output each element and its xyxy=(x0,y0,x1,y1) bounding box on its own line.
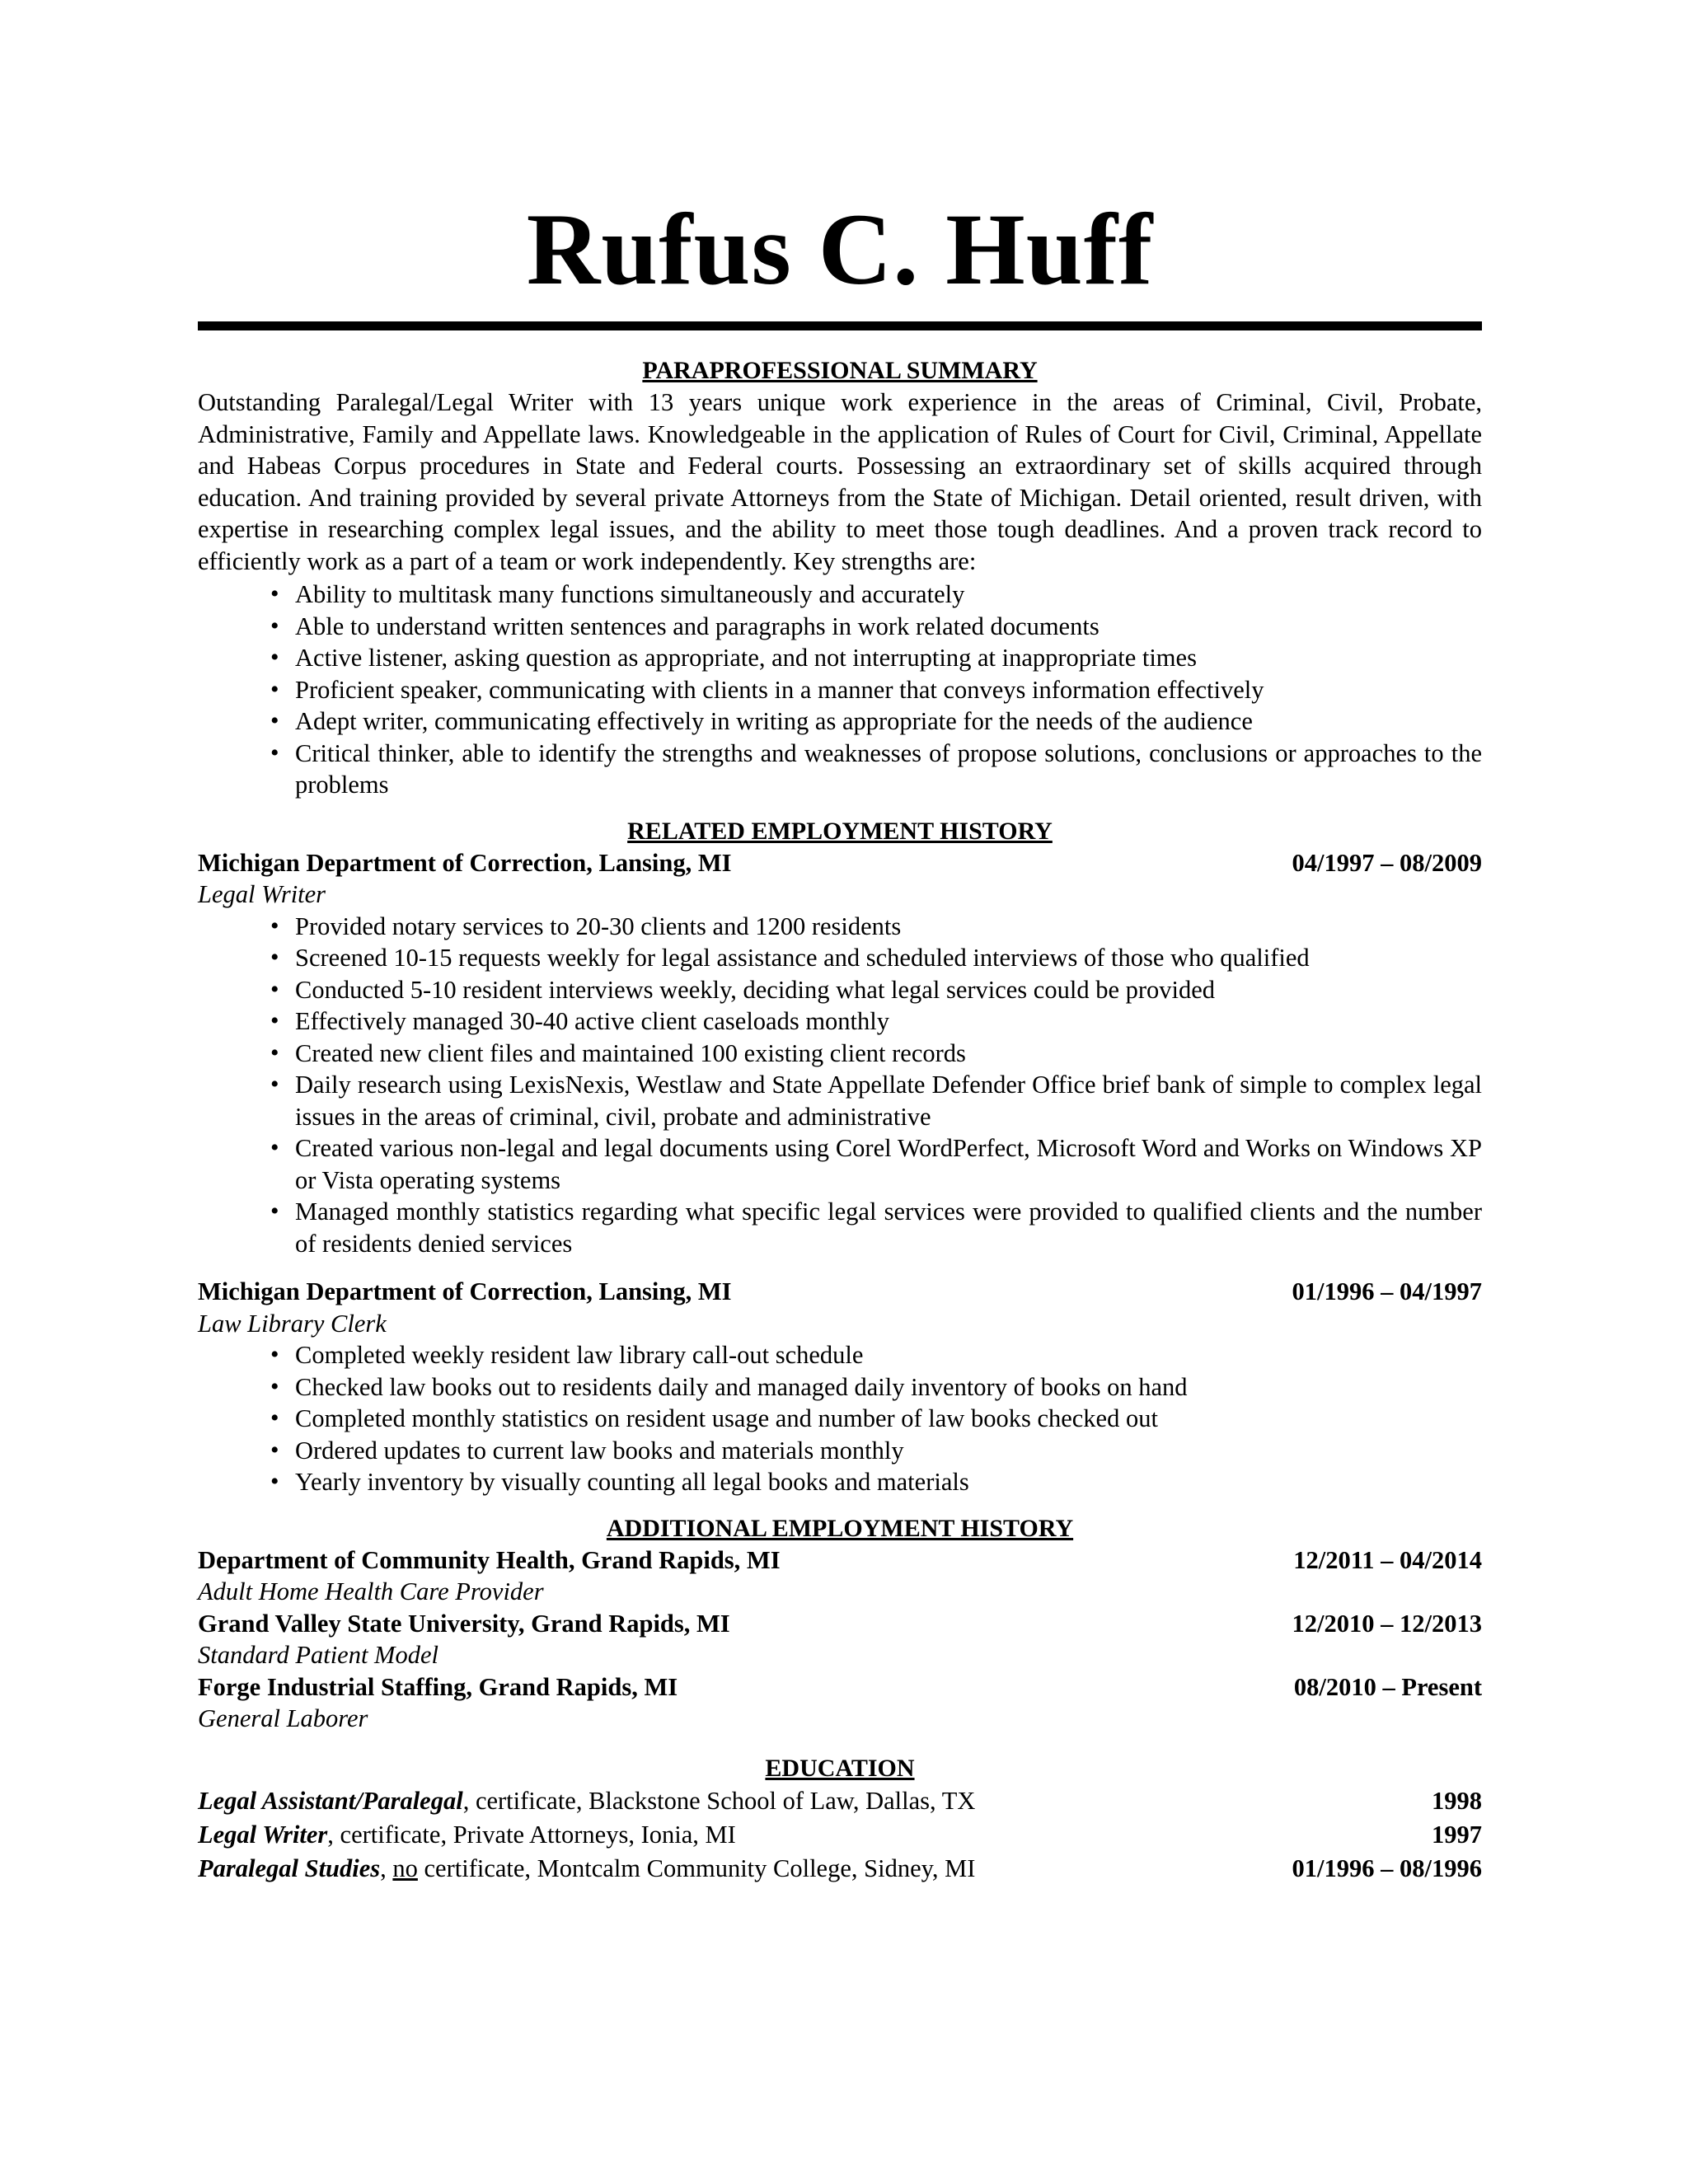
strength-item: • Able to understand written sentences and paragraphs in work related documents xyxy=(198,611,1482,643)
education-heading: EDUCATION xyxy=(765,1754,915,1782)
duty-item: • Managed monthly statistics regarding what specific legal services were provided to qualified clients and the number of residents denied services xyxy=(198,1196,1482,1259)
education-detail: certificate, Montcalm Community College, Sidney, MI xyxy=(417,1854,976,1882)
job-employer: Grand Valley State University, Grand Rapids, MI xyxy=(198,1609,730,1638)
job-employer: Michigan Department of Correction, Lansing, MI xyxy=(198,848,732,877)
job-dates: 12/2010 – 12/2013 xyxy=(1292,1609,1482,1638)
education-entry xyxy=(198,1784,1482,1818)
education-date: 1997 xyxy=(1432,1820,1482,1849)
duty-item: • Conducted 5-10 resident interviews weekly, deciding what legal services could be provided xyxy=(198,974,1482,1006)
job-entry xyxy=(198,1276,1482,1498)
job-title: Standard Patient Model xyxy=(198,1641,438,1669)
strength-item: • Critical thinker, able to identify the strengths and weaknesses of propose solutions, conclusions or approaches to the problems xyxy=(198,738,1482,801)
education-entry xyxy=(198,1818,1482,1852)
duty-item: • Ordered updates to current law books and materials monthly xyxy=(198,1435,1482,1467)
job-dates: 12/2011 – 04/2014 xyxy=(1293,1545,1482,1574)
job-dates: 04/1997 – 08/2009 xyxy=(1292,848,1482,877)
job-header xyxy=(198,1671,1482,1704)
education-qualifier: no xyxy=(392,1854,418,1882)
education-detail: , certificate, Private Attorneys, Ionia, MI xyxy=(327,1820,736,1849)
duty-item: • Checked law books out to residents daily and managed daily inventory of books on hand xyxy=(198,1371,1482,1404)
job-dates: 08/2010 – Present xyxy=(1293,1672,1482,1701)
job-header xyxy=(198,1544,1482,1577)
job-title: Law Library Clerk xyxy=(198,1309,387,1338)
job-duties xyxy=(198,1339,1482,1498)
education-section xyxy=(198,1753,1482,1886)
strengths-list xyxy=(198,579,1482,801)
education-degree: Paralegal Studies xyxy=(198,1854,381,1882)
job-employer: Department of Community Health, Grand Rapids, MI xyxy=(198,1545,781,1574)
job-entry xyxy=(198,847,1482,1260)
duty-item: • Screened 10-15 requests weekly for legal assistance and scheduled interviews of those who qualified xyxy=(198,942,1482,974)
duty-item: • Completed monthly statistics on resident usage and number of law books checked out xyxy=(198,1403,1482,1435)
duty-item: • Daily research using LexisNexis, Westlaw and State Appellate Defender Office brief bank of simple to complex legal issues in the areas of criminal, civil, probate and administrative xyxy=(198,1069,1482,1132)
education-entry xyxy=(198,1852,1482,1886)
duty-item: • Created new client files and maintained 100 existing client records xyxy=(198,1038,1482,1070)
duty-item: • Created various non-legal and legal documents using Corel WordPerfect, Microsoft Word and Works on Windows XP or Vista operating systems xyxy=(198,1132,1482,1196)
summary-text: Outstanding Paralegal/Legal Writer with 13 years unique work experience in the areas of Criminal, Civil, Probate, Administrative, Family and Appellate laws. Knowledgeable in the application of Rules of Court for Civil, Criminal, Appellate and Habeas Corpus procedures in State and Federal courts. Possessing an extraordinary set of skills acquired through education. And training provided by several private Attorneys from the State of Michigan. Detail oriented, result driven, with expertise in researching complex legal issues, and the ability to meet those tough deadlines. And a proven track record to efficiently work as a part of a team or work independently. Key strengths are: xyxy=(198,388,1482,575)
strength-item: • Proficient speaker, communicating with clients in a manner that conveys information effectively xyxy=(198,674,1482,706)
duty-item: • Effectively managed 30-40 active client caseloads monthly xyxy=(198,1005,1482,1038)
job-header xyxy=(198,847,1482,879)
summary-heading: PARAPROFESSIONAL SUMMARY xyxy=(642,357,1038,384)
header-rule xyxy=(198,321,1482,330)
education-date: 1998 xyxy=(1432,1786,1482,1815)
education-detail: , certificate, Blackstone School of Law, Dallas, TX xyxy=(462,1786,976,1815)
related-employment-heading: RELATED EMPLOYMENT HISTORY xyxy=(627,817,1053,845)
duty-item: • Yearly inventory by visually counting all legal books and materials xyxy=(198,1466,1482,1498)
education-text xyxy=(198,1818,736,1852)
education-text xyxy=(198,1784,975,1818)
strength-item: • Active listener, asking question as appropriate, and not interrupting at inappropriate times xyxy=(198,642,1482,674)
job-dates: 01/1996 – 04/1997 xyxy=(1292,1277,1482,1305)
resume-page xyxy=(198,0,1482,1886)
candidate-name: Rufus C. Huff xyxy=(526,193,1154,306)
education-text: Paralegal Studies, no certificate, Montcalm Community College, Sidney, MI xyxy=(198,1854,976,1882)
related-employment-section xyxy=(198,816,1482,1498)
job-duties xyxy=(198,911,1482,1260)
strength-item: • Ability to multitask many functions simultaneously and accurately xyxy=(198,579,1482,611)
job-header xyxy=(198,1276,1482,1308)
summary-section xyxy=(198,355,1482,801)
duty-item: • Provided notary services to 20-30 clients and 1200 residents xyxy=(198,911,1482,943)
job-title: Adult Home Health Care Provider xyxy=(198,1577,544,1605)
education-degree: Legal Assistant/Paralegal xyxy=(198,1786,463,1815)
education-degree: Legal Writer xyxy=(198,1820,328,1849)
job-title: Legal Writer xyxy=(198,880,326,908)
job-employer: Michigan Department of Correction, Lansing, MI xyxy=(198,1277,732,1305)
additional-employment-heading: ADDITIONAL EMPLOYMENT HISTORY xyxy=(606,1514,1074,1542)
job-employer: Forge Industrial Staffing, Grand Rapids, MI xyxy=(198,1672,678,1701)
duty-item: • Completed weekly resident law library call-out schedule xyxy=(198,1339,1482,1371)
job-header xyxy=(198,1608,1482,1640)
additional-employment-section xyxy=(198,1513,1482,1735)
education-date: 01/1996 – 08/1996 xyxy=(1292,1854,1482,1882)
strength-item: • Adept writer, communicating effectively in writing as appropriate for the needs of the audience xyxy=(198,705,1482,738)
job-title: General Laborer xyxy=(198,1704,368,1732)
